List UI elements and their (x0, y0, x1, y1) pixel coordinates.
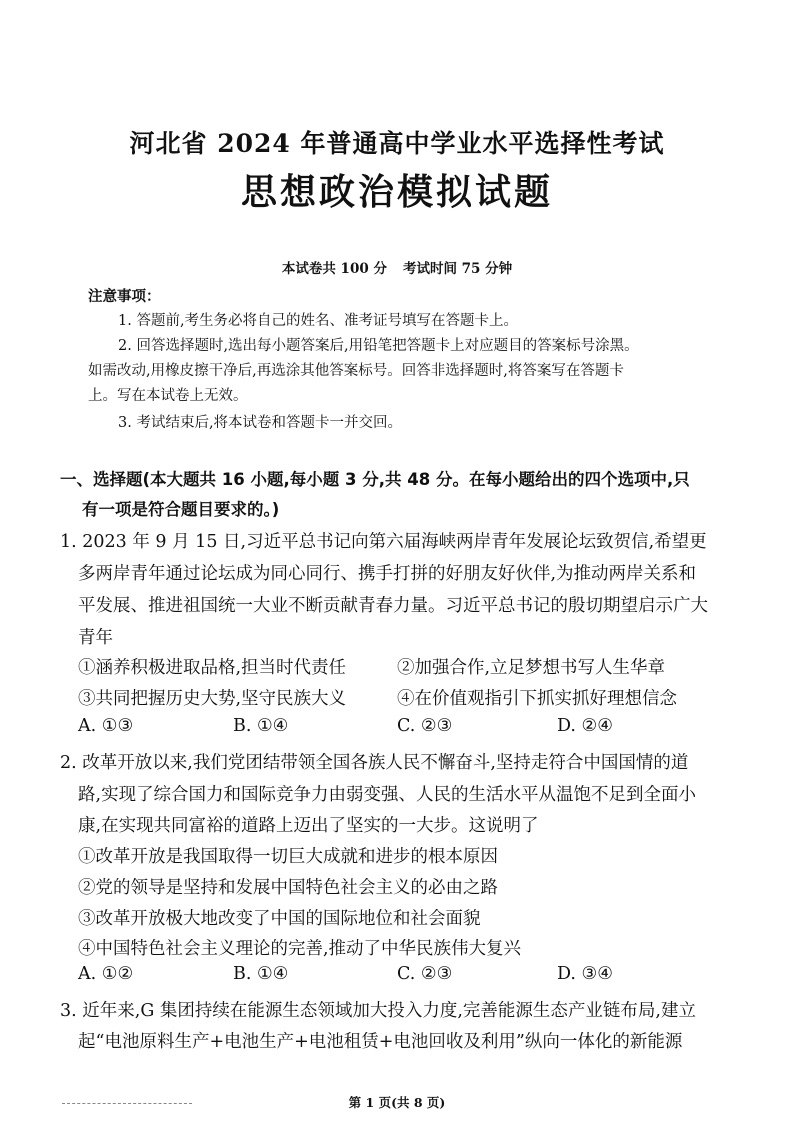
question-2-choice-c[interactable]: C. ②③ (397, 964, 453, 984)
question-1-choice-c[interactable]: C. ②③ (397, 716, 453, 736)
question-2-stem: 2. 改革开放以来,我们党团结带领全国各族人民不懈奋斗,坚持走符合中国国情的道 (60, 753, 689, 773)
question-2-stem: 路,实现了综合国力和国际竞争力由弱变强、人民的生活水平从温饱不足到全面小 (78, 785, 697, 805)
question-1-stem: 青年 (78, 628, 113, 648)
question-1-statement: ②加强合作,立足梦想书写人生华章 (397, 658, 666, 678)
page-number: 第 1 页(共 8 页) (348, 1095, 446, 1110)
section-heading-cont: 有一项是符合题目要求的。) (82, 500, 280, 519)
notice-item-2-end: 上。写在本试卷上无效。 (88, 388, 248, 404)
question-1-choice-a[interactable]: A. ①③ (78, 716, 134, 736)
question-1-choice-d[interactable]: D. ②④ (557, 716, 613, 736)
question-1-stem: 多两岸青年通过论坛成为同心同行、携手打拼的好朋友好伙伴,为推动两岸关系和 (78, 564, 697, 584)
section-heading: 一、选择题(本大题共 16 小题,每小题 3 分,共 48 分。在每小题给出的四个选项中,只 (60, 470, 690, 489)
question-1-stem: 平发展、推进祖国统一大业不断贡献青春力量。习近平总书记的殷切期望启示广大 (78, 596, 708, 616)
notice-item-2: 2. 回答选择题时,选出每小题答案后,用铅笔把答题卡上对应题目的答案标号涂黑。 (118, 338, 639, 354)
question-2-choice-b[interactable]: B. ①④ (233, 964, 289, 984)
question-1-statement: ④在价值观指引下抓实抓好理想信念 (397, 689, 677, 709)
exam-duration: 考试时间 75 分钟 (402, 261, 513, 277)
notice-item-2-cont: 如需改动,用橡皮擦干净后,再选涂其他答案标号。回答非选择题时,将答案写在答题卡 (88, 363, 624, 379)
question-2-statement: ④中国特色社会主义理论的完善,推动了中华民族伟大复兴 (78, 939, 522, 959)
question-2-statement: ③改革开放极大地改变了中国的国际地位和社会面貌 (78, 909, 481, 929)
exam-title: 河北省 2024 年普通高中学业水平选择性考试 (129, 129, 665, 158)
question-2-choice-a[interactable]: A. ①② (78, 964, 134, 984)
exam-meta (0, 257, 794, 277)
question-2-statement: ②党的领导是坚持和发展中国特色社会主义的必由之路 (78, 878, 498, 898)
notice-item-3: 3. 考试结束后,将本试卷和答题卡一并交回。 (118, 415, 403, 431)
total-score: 本试卷共 100 分 (281, 261, 387, 277)
question-2-stem: 康,在实现共同富裕的道路上迈出了坚实的一大步。这说明了 (78, 816, 539, 836)
question-1-stem: 1. 2023 年 9 月 15 日,习近平总书记向第六届海峡两岸青年发展论坛致贺信,希望更 (60, 532, 707, 552)
question-1-choice-b[interactable]: B. ①④ (233, 716, 289, 736)
question-3-stem: 起“电池原料生产+电池生产+电池租赁+电池回收及利用”纵向一体化的新能源 (78, 1032, 683, 1052)
question-2-choice-d[interactable]: D. ③④ (557, 964, 613, 984)
question-3-stem: 3. 近年来,G 集团持续在能源生态领域加大投入力度,完善能源生态产业链布局,建立 (60, 1001, 696, 1021)
question-1-statement: ①涵养积极进取品格,担当时代责任 (78, 658, 347, 678)
notice-item-1: 1. 答题前,考生务必将自己的姓名、准考证号填写在答题卡上。 (118, 313, 519, 329)
question-1-statement: ③共同把握历史大势,坚守民族大义 (78, 689, 347, 709)
question-2-statement: ①改革开放是我国取得一切巨大成就和进步的根本原因 (78, 847, 498, 867)
notice-heading: 注意事项： (88, 289, 161, 305)
exam-subject-title: 思想政治模拟试题 (240, 171, 553, 213)
